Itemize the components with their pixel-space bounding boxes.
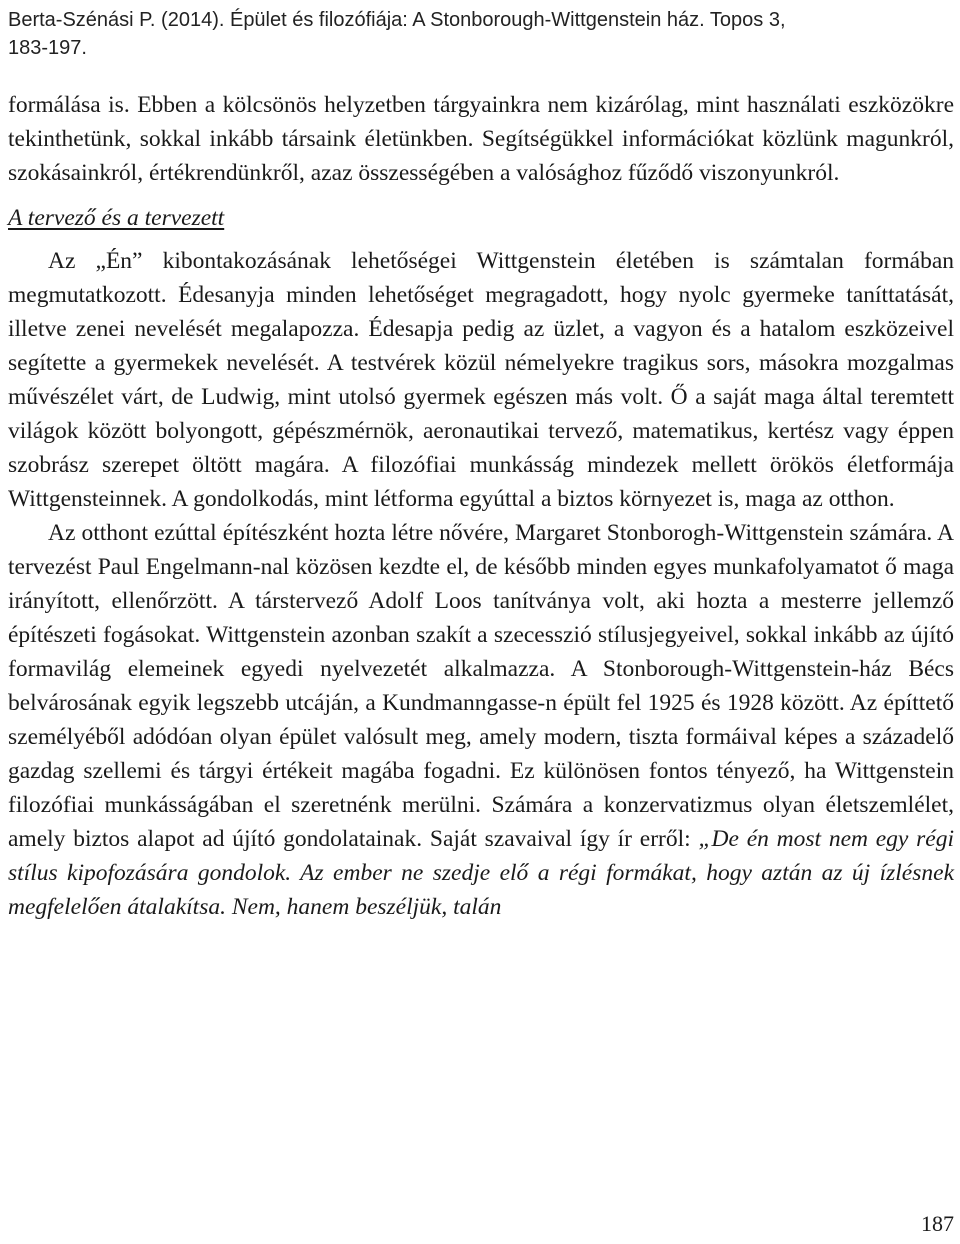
- paragraph-2-text: Az otthont ezúttal építészként hozta létre nővére, Margaret Stonborogh-Wittgenstein számára. A tervezést Paul Engelmann-nal közösen kezdte el, de később minden egyes munkafolyamatot ő maga irányított, ellenőrzött. A társtervező Adolf Loos tanítványa volt, aki hozta a mesterre jellemző építészeti fogásokat. Wittgenstein azonban szakít a szecesszió stílusjegyeivel, sokkal inkább az újító formavilág elemeinek egyedi nyelvezetét alkalmazza. A Stonborough-Wittgenstein-ház Bécs belvárosának egyik legszebb utcáján, a Kundmanngasse-n épült fel 1925 és 1928 között. Az építtető személyéből adódóan olyan épület valósult meg, amely modern, tiszta formáival képes a századelő gazdag szellemi és tárgyi értékeit magába fogadni. Ez különösen fontos tényező, ha Wittgenstein filozófiai munkásságában el szeretnénk merülni. Számára a konzervatizmus olyan életszemlélet, amely biztos alapot ad újító gondolatainak. Saját szavaival így ír erről:: [8, 520, 954, 852]
- paragraph-1: Az „Én” kibontakozásának lehetőségei Wittgenstein életében is számtalan formában megmutatkozott. Édesanyja minden lehetőséget megragadott, hogy nyolc gyermeke taníttatását, illetve zenei nevelését megalapozza. Édesapja pedig az üzlet, a vagyon és a hatalom eszközeivel segítette a gyermekek nevelését. A testvérek közül némelyekre tragikus sors, másokra mozgalmas művészélet várt, de Ludwig, mint utolsó gyermek egészen más volt. Ő a saját maga által teremtett világok között bolyongott, gépészmérnök, aeronautikai tervező, matematikus, kertész vagy éppen szobrász szerepet öltött magára. A filozófiai munkásság mindezek mellett örökös életformája Wittgensteinnek. A gondolkodás, mint létforma egyúttal a biztos környezet is, maga az otthon.: [8, 248, 954, 512]
- wittgenstein-quote: „De én most nem egy régi stílus kipofozására gondolok. Az ember ne szedje elő a régi formákat, hogy aztán az új ízlésnek megfelelően átalakítsa. Nem, hanem beszéljük, talán: [8, 826, 954, 920]
- citation-line-2: 183-197.: [8, 37, 87, 59]
- intro-paragraph: formálása is. Ebben a kölcsönös helyzetben tárgyainkra nem kizárólag, mint használati eszközökre tekinthetünk, sokkal inkább társaink életünkben. Segítségükkel információkat közlünk magunkról, szokásainkról, értékrendünkről, azaz összességében a valósághoz fűződő viszonyunkról.: [8, 92, 954, 186]
- section-heading: A tervező és a tervezett: [8, 205, 225, 231]
- citation-header: [8, 6, 952, 62]
- citation-line-1: Berta-Szénási P. (2014). Épület és filozófiája: A Stonborough-Wittgenstein ház. Topos 3,: [8, 9, 786, 31]
- paragraph-2: [8, 516, 954, 924]
- page-number: 187: [921, 1211, 954, 1236]
- article-body: [8, 88, 954, 924]
